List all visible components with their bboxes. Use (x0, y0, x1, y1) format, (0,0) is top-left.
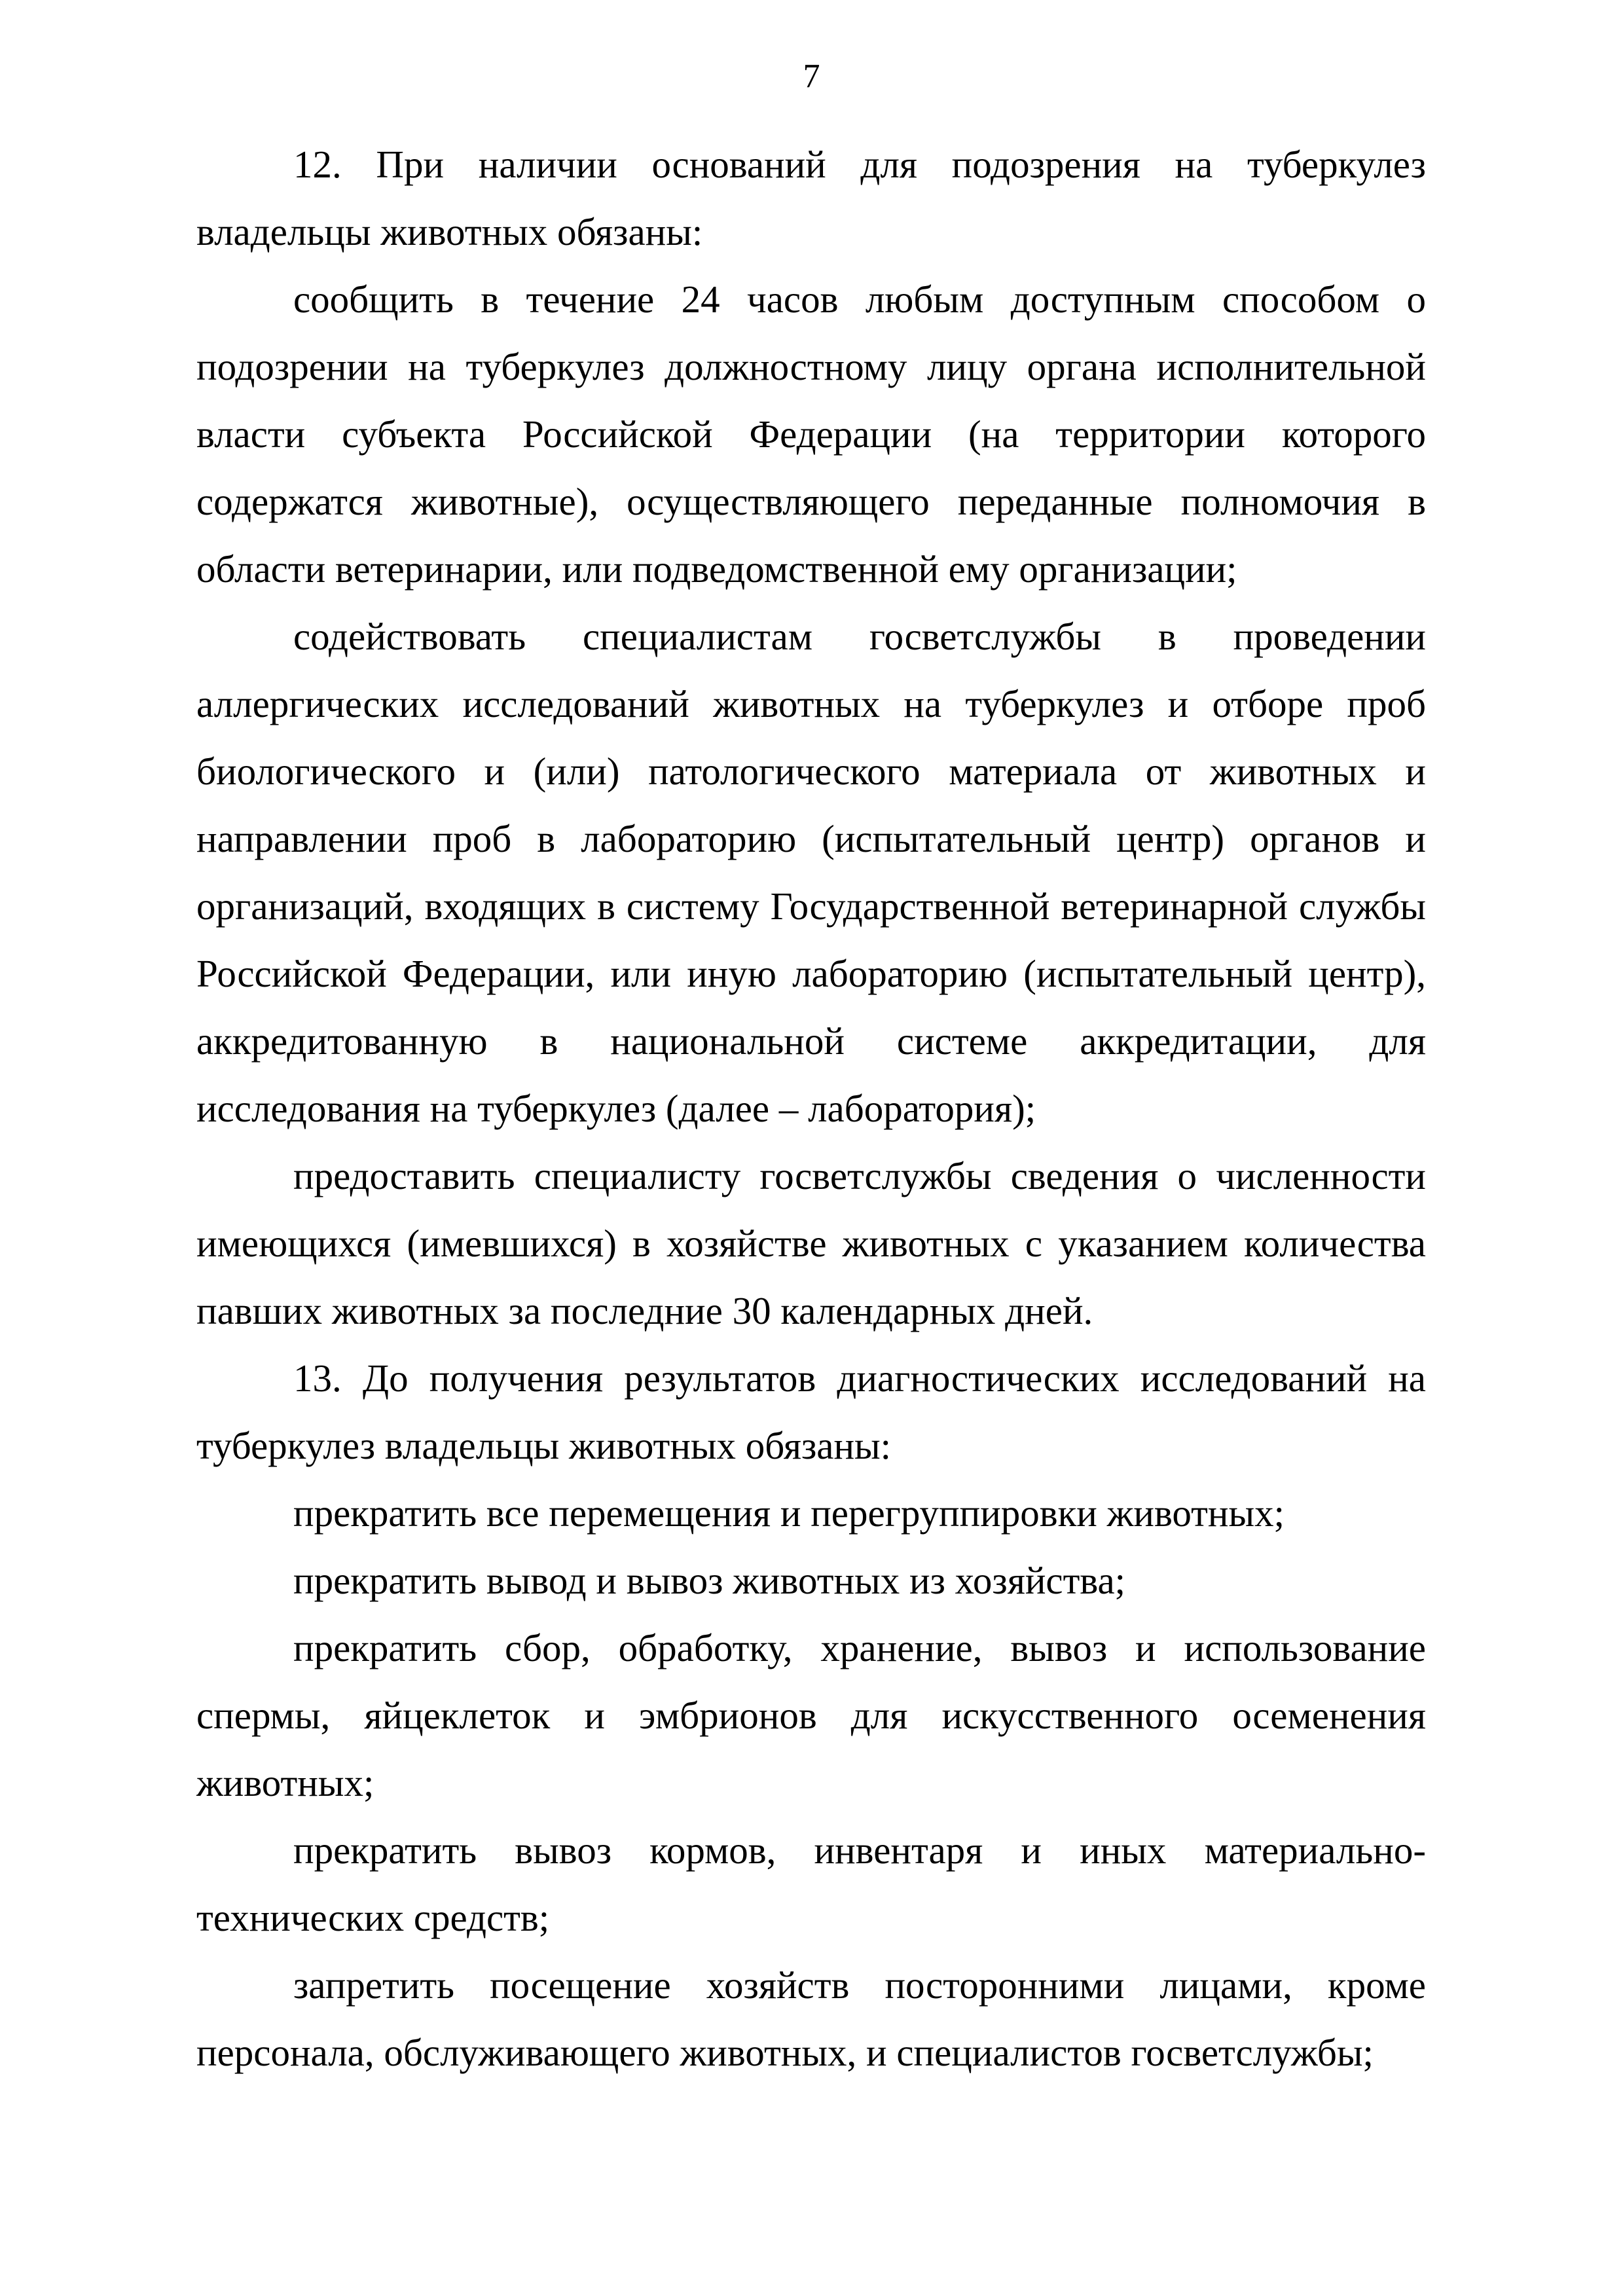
paragraph-stop-export: прекратить вывод и вывоз животных из хозяйства; (293, 1559, 1126, 1602)
paragraph-assist-specialists: содействовать специалистам госветслужбы в проведении аллергических исследований животных на туберкулез и отборе проб биологического и (или) патологического материала от животных и направлении проб в лабораторию (испытательный центр) органов и организаций, входящих в систему Государственной ветеринарной службы Российской Федерации, или иную лабораторию (испытательный центр), аккредитованную в национальной системе аккредитации, для исследования на туберкулез (далее – лаборатория); (196, 615, 1426, 1130)
page-number: 7 (803, 58, 820, 95)
document-body (196, 131, 1426, 2086)
paragraph-stop-feed-export: прекратить вывоз кормов, инвентаря и иных материально-технических средств; (196, 1829, 1426, 1939)
paragraph-prohibit-visits: запретить посещение хозяйств посторонними лицами, кроме персонала, обслуживающего животных, и специалистов госветслужбы; (196, 1963, 1426, 2074)
paragraph-12-intro: 12. При наличии оснований для подозрения на туберкулез владельцы животных обязаны: (196, 143, 1426, 253)
paragraph-report-suspicion: сообщить в течение 24 часов любым доступным способом о подозрении на туберкулез должностному лицу органа исполнительной власти субъекта Российской Федерации (на территории которого содержатся животные), осуществляющего переданные полномочия в области ветеринарии, или подведомственной ему организации; (196, 278, 1426, 591)
paragraph-stop-movements: прекратить все перемещения и перегруппировки животных; (293, 1491, 1285, 1535)
paragraph-13-intro: 13. До получения результатов диагностических исследований на туберкулез владельцы животных обязаны: (196, 1357, 1426, 1467)
paragraph-provide-information: предоставить специалисту госветслужбы сведения о численности имеющихся (имевшихся) в хозяйстве животных с указанием количества павших животных за последние 30 календарных дней. (196, 1154, 1426, 1332)
paragraph-stop-semen-collection: прекратить сбор, обработку, хранение, вывоз и использование спермы, яйцеклеток и эмбрионов для искусственного осеменения животных; (196, 1626, 1426, 1804)
